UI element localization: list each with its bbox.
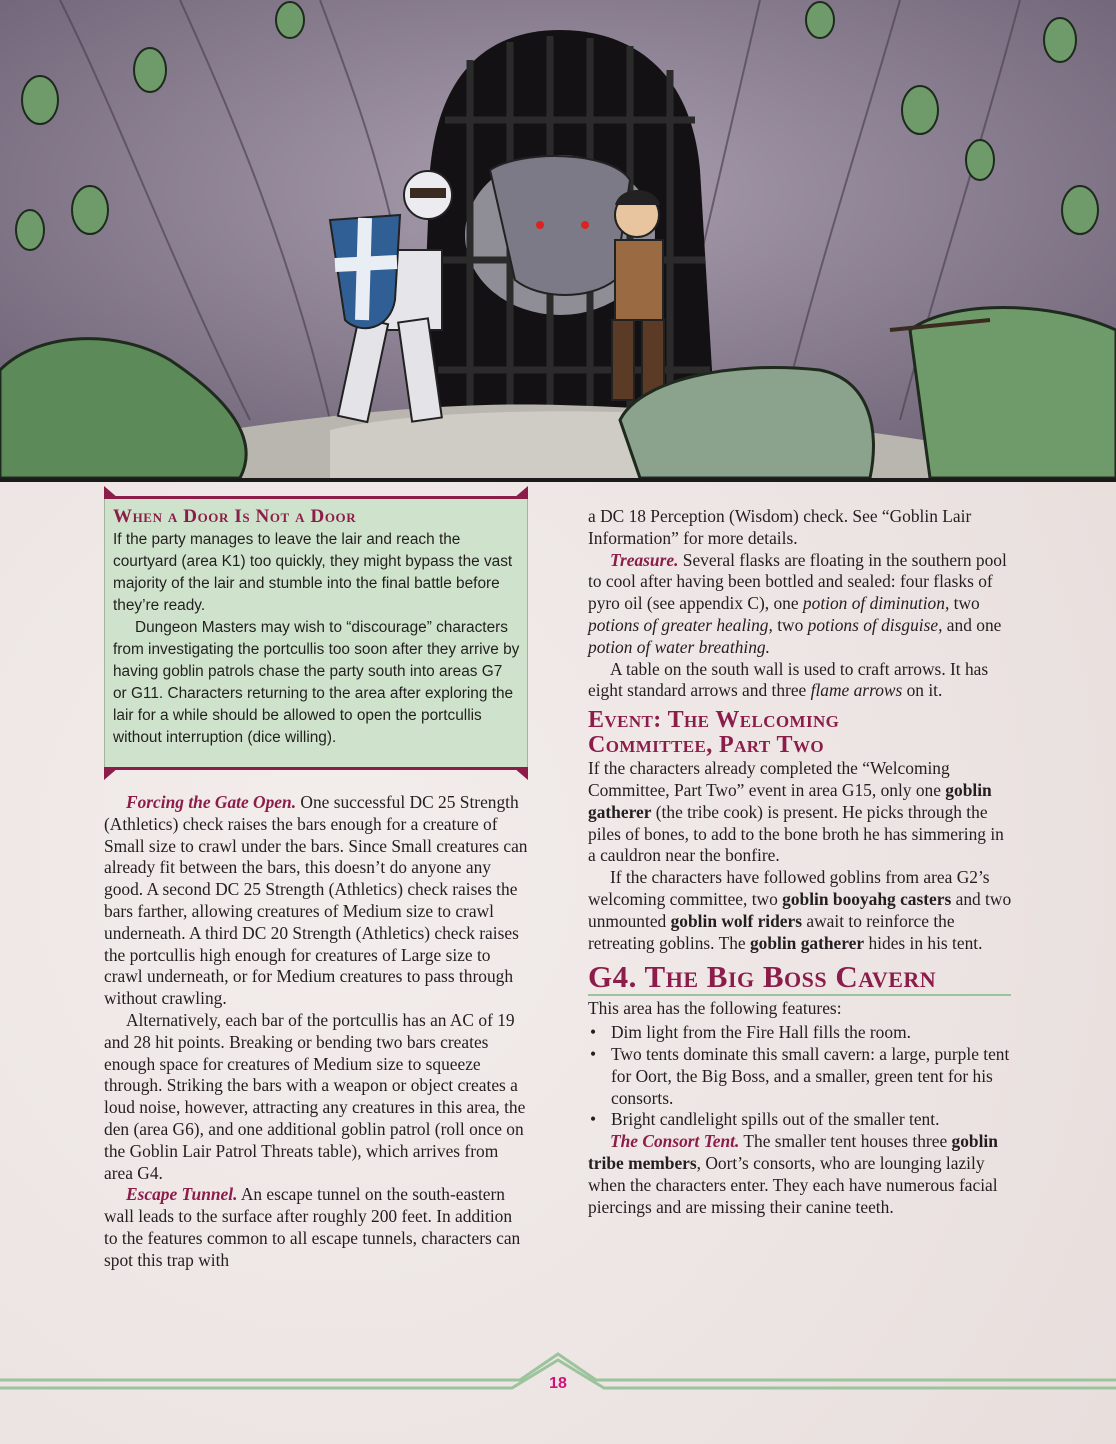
consort-text: The smaller tent houses three bbox=[739, 1131, 952, 1152]
potion-name: potion of water breathing. bbox=[588, 636, 770, 657]
event-text: If the characters have followed goblins from area G2’s welcoming committee, two bbox=[588, 867, 990, 909]
alternatively-paragraph: Alternatively, each bar of the portcullis has an AC of 19 and 28 hit points. Breaking or bending two bars creates enough space for creatures of Medium size to squeeze through. Striking the bars with a weapon or object creates a loud noise, however, attracting any creatures in this area, the den (area G6), and one additional goblin patrol (roll once on the Goblin Lair Patrol Threats table), which arrives from area G4. bbox=[104, 1009, 526, 1183]
goblin-lair-gate-illustration bbox=[0, 0, 1116, 482]
event-heading-line: Committee, Part Two bbox=[588, 732, 824, 759]
g4-heading: G4. The Big Boss Cavern bbox=[588, 960, 1011, 996]
sidebar-corner-ornament bbox=[104, 768, 118, 780]
sidebar-bottom-rule bbox=[104, 767, 528, 770]
continued-paragraph: a DC 18 Perception (Wisdom) check. See “Goblin Lair Information” for more details. bbox=[588, 506, 972, 548]
event-text: and two unmounted bbox=[588, 888, 1012, 931]
list-item: • Bright candlelight spills out of the smaller tent. bbox=[588, 1109, 1012, 1131]
escape-tunnel-label: Escape Tunnel. bbox=[126, 1184, 238, 1205]
treasure-text: two bbox=[949, 593, 980, 614]
creature-name: goblin wolf riders bbox=[670, 910, 803, 931]
sidebar-corner-ornament bbox=[514, 768, 528, 780]
sidebar-paragraph: Dungeon Masters may wish to “discourage” characters from investigating the portcullis too soon after they arrive by having goblin patrols chase the party south into areas G7 or G11. Characters returning to the area after exploring the lair for a while should be allowed to open the portcullis without interruption (dice willing). bbox=[113, 619, 520, 746]
sidebar-paragraph: If the party manages to leave the lair and reach the courtyard (area K1) too quickly, they might bypass the vast majority of the lair and stumble into the final battle before they’re ready. bbox=[113, 531, 513, 614]
arrow-table-text: A table on the south wall is used to craft arrows. It has eight standard arrows and three bbox=[588, 658, 989, 701]
creature-name: goblin tribe members bbox=[588, 1131, 998, 1173]
event-paragraph bbox=[588, 758, 1012, 867]
event-heading bbox=[588, 708, 1012, 758]
treasure-text: two bbox=[772, 614, 808, 635]
event-text: hides in his tent. bbox=[864, 932, 983, 953]
treasure-text: Several flasks are floating in the southern pool to cool after having been bottled and sealed: four flasks of pyro oil (see appendix C), one bbox=[588, 549, 1007, 614]
escape-tunnel-text: An escape tunnel on the south-eastern wall leads to the surface after roughly 200 feet. In addition to the features common to all escape tunnels, characters can spot this trap with bbox=[104, 1184, 521, 1270]
sidebar-top-rule bbox=[104, 496, 528, 499]
forcing-gate-text: One successful DC 25 Strength (Athletics) check raises the bars enough for a creature of Small size to crawl under the bars. Since Small creatures can already fit between the bars, this doesn’t do anyone any good. A second DC 25 Strength (Athletics) check raises the bars farther, allowing creatures of Medium size to crawl underneath. A third DC 20 Strength (Athletics) check raises the portcullis high enough for creatures of Large size to crawl underneath, or for Medium creatures to pass through without crawling. bbox=[104, 792, 528, 1009]
treasure-text: and one bbox=[942, 614, 1002, 635]
event-paragraph bbox=[588, 867, 1012, 954]
forcing-gate-paragraph bbox=[104, 792, 528, 1010]
arrow-table-paragraph bbox=[588, 659, 1012, 703]
treasure-paragraph bbox=[588, 550, 1012, 659]
page-number: 18 bbox=[549, 1375, 567, 1392]
treasure-label: Treasure. bbox=[610, 549, 679, 570]
sidebar-corner-ornament bbox=[514, 486, 528, 498]
g4-intro: This area has the following features: bbox=[588, 998, 842, 1019]
event-text: If the characters already completed the “Welcoming Committee, Part Two” event in area G15, only one bbox=[588, 758, 950, 800]
creature-name: goblin gatherer bbox=[588, 779, 992, 822]
left-column bbox=[104, 792, 528, 1272]
creature-name: goblin booyahg casters bbox=[782, 888, 952, 909]
forcing-gate-label: Forcing the Gate Open. bbox=[126, 792, 297, 812]
consort-tent-label: The Consort Tent. bbox=[610, 1131, 740, 1152]
list-item: • Two tents dominate this small cavern: a large, purple tent for Oort, the Big Boss, and a smaller, green tent for his consorts. bbox=[588, 1044, 1012, 1109]
event-text: (the tribe cook) is present. He picks through the piles of bones, to add to the bone broth he has simmering in a cauldron near the bonfire. bbox=[588, 801, 1004, 866]
potion-name: potions of greater healing, bbox=[588, 614, 773, 635]
g4-feature-list bbox=[588, 1022, 1012, 1131]
list-item: • Dim light from the Fire Hall fills the room. bbox=[588, 1022, 1012, 1044]
event-text: await to reinforce the retreating goblins. The bbox=[588, 910, 955, 953]
sidebar-title: When a Door Is Not a Door bbox=[113, 506, 357, 527]
arrow-table-text: on it. bbox=[902, 680, 943, 701]
right-column bbox=[588, 506, 1012, 1218]
consort-tent-paragraph bbox=[588, 1131, 1012, 1218]
consort-text: , Oort’s consorts, who are lounging lazily when the characters enter. They each have numerous facial piercings and are missing their canine teeth. bbox=[588, 1152, 998, 1217]
potion-name: potion of diminution, bbox=[802, 593, 950, 614]
creature-name: goblin gatherer bbox=[749, 932, 865, 953]
flame-arrows-name: flame arrows bbox=[810, 680, 903, 701]
potion-name: potions of disguise, bbox=[807, 614, 943, 635]
escape-tunnel-paragraph bbox=[104, 1184, 528, 1271]
sidebar-box bbox=[104, 486, 528, 780]
sidebar-corner-ornament bbox=[104, 486, 118, 498]
event-heading-line: Event: The Welcoming bbox=[588, 707, 840, 734]
